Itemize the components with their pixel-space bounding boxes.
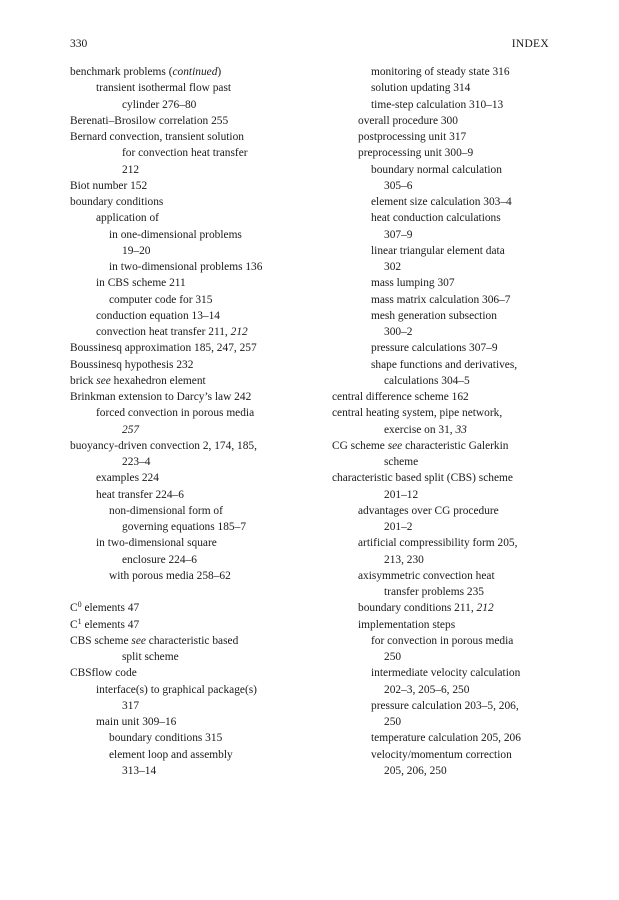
index-subentry [70,80,310,96]
entry-text: in CBS scheme 211 [96,277,186,290]
index-subentry [70,682,310,698]
italic-text: 33 [455,423,467,436]
entry-text: for convection in porous media [371,634,514,647]
entry-text: 250 [384,651,402,663]
entry-text: ) [217,66,222,78]
entry-text: 19–20 [122,244,151,257]
entry-text: examples 224 [96,472,159,485]
entry-text: exercise on 31, [384,423,456,436]
entry-text: axisymmetric convection heat [358,569,495,582]
entry-text: 201–12 [384,488,419,501]
entry-text: velocity/momentum correction [371,748,512,761]
index-entry [70,633,310,649]
entry-text: 250 [384,716,402,728]
entry-text: Brinkman extension to Darcy’s law 242 [70,391,252,403]
entry-text: C [70,618,78,631]
index-subentry [332,552,562,568]
index-subentry [332,617,562,633]
page-number: 330 [70,38,88,50]
index-subentry [332,730,562,746]
index-subentry [332,292,562,308]
index-subentry [332,714,562,730]
index-subentry [332,129,562,145]
index-subentry [332,243,562,259]
index-subentry [332,64,562,80]
italic-text: see [387,439,403,452]
entry-text: 202–3, 205–6, 250 [384,683,470,696]
italic-text: 257 [122,423,140,436]
index-subentry [70,470,310,486]
entry-text: Boussinesq approximation 185, 247, 257 [70,342,257,355]
entry-text: buoyancy-driven convection 2, 174, 185, [70,439,257,452]
entry-text: time-step calculation 310–13 [371,98,504,111]
index-entry [70,194,310,210]
index-entry [332,405,562,421]
index-subentry [332,682,562,698]
italic-text: continued [172,66,218,78]
index-subentry [332,324,562,340]
entry-text: temperature calculation 205, 206 [371,732,521,745]
index-subentry [332,568,562,584]
index-column-right [332,64,562,779]
index-column-left [70,64,310,779]
index-subentry [332,747,562,763]
index-subentry [332,97,562,113]
entry-text: in one-dimensional problems [109,228,242,241]
index-subentry [332,649,562,665]
index-subentry [70,145,310,161]
entry-text: boundary normal calculation [371,163,502,176]
index-subentry [332,422,562,438]
index-entry [70,64,310,80]
entry-text: enclosure 224–6 [122,553,197,566]
entry-text: in two-dimensional square [96,537,217,550]
entry-text: 313–14 [122,764,157,777]
index-subentry [70,698,310,714]
entry-text: Berenati–Brosilow correlation 255 [70,114,229,127]
entry-text: boundary conditions 315 [109,732,223,745]
index-subentry [332,308,562,324]
entry-text: shape functions and derivatives, [371,358,518,371]
index-subentry [332,487,562,503]
index-subentry [70,259,310,275]
index-subentry [332,373,562,389]
entry-text: postprocessing unit 317 [358,131,467,143]
entry-text: Biot number 152 [70,179,148,192]
entry-text: 302 [384,261,402,273]
entry-text: characteristic based split (CBS) scheme [332,472,513,485]
entry-text: pressure calculations 307–9 [371,342,498,355]
entry-text: 205, 206, 250 [384,764,447,777]
index-subentry [332,698,562,714]
index-entry [332,470,562,486]
index-subentry [332,275,562,291]
index-subentry [332,763,562,779]
index-subentry [332,194,562,210]
entry-text: for convection heat transfer [122,147,248,160]
index-subentry [332,584,562,600]
entry-text: 307–9 [384,228,413,241]
index-entry [70,129,310,145]
entry-text: linear triangular element data [371,244,505,257]
index-entry [70,373,310,389]
index-subentry [70,454,310,470]
index-subentry [332,259,562,275]
index-subentry [332,665,562,681]
index-subentry [332,340,562,356]
page-header [70,38,549,54]
index-entry [332,438,562,454]
entry-text: 201–2 [384,521,413,533]
entry-text: elements 47 [81,602,140,615]
entry-text: pressure calculation 203–5, 206, [371,699,519,712]
index-entry [70,389,310,405]
entry-text: scheme [384,456,419,468]
index-entry [70,665,310,681]
index-subentry [70,552,310,568]
superscript: 1 [77,616,82,626]
entry-text: 212 [122,163,140,176]
entry-text: with porous media 258–62 [109,569,231,582]
entry-text: calculations 304–5 [384,374,470,387]
index-entry [70,438,310,454]
index-entry [70,617,310,633]
index-subentry [332,80,562,96]
entry-text: benchmark problems ( [70,66,173,78]
index-subentry [332,503,562,519]
entry-text: characteristic Galerkin [402,439,509,452]
index-entry [70,178,310,194]
entry-text: 317 [122,699,140,712]
entry-text: intermediate velocity calculation [371,667,521,680]
entry-text: Bernard convection, transient solution [70,131,244,143]
index-subentry [332,454,562,470]
index-subentry [332,535,562,551]
entry-text: element size calculation 303–4 [371,196,512,208]
entry-text: boundary conditions 211, [358,602,477,615]
entry-text: solution updating 314 [371,82,471,95]
entry-text: forced convection in porous media [96,407,255,420]
entry-text: element loop and assembly [109,748,233,761]
entry-text: transient isothermal flow past [96,82,232,95]
entry-text: computer code for 315 [109,293,213,306]
index-subentry [332,357,562,373]
index-subentry [70,747,310,763]
index-subentry [70,162,310,178]
entry-text: interface(s) to graphical package(s) [96,683,257,696]
index-subentry [70,763,310,779]
italic-text: 212 [230,326,248,338]
entry-text: C [70,602,78,615]
index-subentry [332,227,562,243]
entry-text: CBSflow code [70,667,137,680]
entry-text: 213, 230 [384,553,424,566]
index-subentry [70,730,310,746]
entry-text: conduction equation 13–14 [96,309,221,322]
italic-text: see [131,634,146,647]
index-subentry [70,714,310,730]
entry-text: convection heat transfer 211, [96,326,231,338]
entry-text: CG scheme [332,439,388,452]
entry-text: heat conduction calculations [371,212,501,225]
index-subentry [70,568,310,584]
entry-text: overall procedure 300 [358,114,458,127]
running-title: INDEX [511,38,549,50]
index-subentry [332,113,562,129]
index-entry [70,357,310,373]
index-subentry [70,519,310,535]
entry-text: preprocessing unit 300–9 [358,147,474,160]
entry-text: implementation steps [358,618,456,631]
index-subentry [70,649,310,665]
entry-text: mass lumping 307 [371,277,455,290]
index-subentry [332,519,562,535]
index-subentry [70,227,310,243]
entry-text: 300–2 [384,326,413,338]
index-subentry [70,535,310,551]
entry-text: CBS scheme [70,634,132,647]
entry-text: characteristic based [145,634,239,647]
index-subentry [332,210,562,226]
index-subentry [70,324,310,340]
entry-text: mass matrix calculation 306–7 [371,293,511,306]
index-subentry [70,97,310,113]
index-entry [70,340,310,356]
entry-text: brick [70,374,97,387]
index-subentry [332,145,562,161]
index-subentry [70,243,310,259]
entry-text: elements 47 [81,618,140,631]
entry-text: 223–4 [122,456,151,468]
index-subentry [70,292,310,308]
superscript: 0 [77,600,82,610]
index-entry [332,389,562,405]
index-subentry [70,308,310,324]
entry-text: central heating system, pipe network, [332,407,503,420]
italic-text: 212 [476,602,494,615]
entry-text: main unit 309–16 [96,716,177,728]
entry-text: 305–6 [384,179,413,192]
entry-text: artificial compressibility form 205, [358,537,518,550]
entry-text: split scheme [122,651,179,663]
entry-text: central difference scheme 162 [332,391,469,403]
entry-text: hexahedron element [110,374,206,387]
index-subentry [70,210,310,226]
entry-text: application of [96,212,159,225]
index-entry [70,113,310,129]
entry-text: transfer problems 235 [384,586,484,598]
entry-text: mesh generation subsection [371,309,497,322]
entry-text: in two-dimensional problems 136 [109,261,263,273]
entry-text: heat transfer 224–6 [96,488,184,501]
italic-text: see [96,374,111,387]
index-subentry [332,633,562,649]
blank-line [70,584,310,600]
index-subentry [70,503,310,519]
entry-text: governing equations 185–7 [122,521,247,533]
index-subentry [332,600,562,616]
index-subentry [70,422,310,438]
entry-text: boundary conditions [70,196,164,208]
index-subentry [70,487,310,503]
index-subentry [332,178,562,194]
entry-text: cylinder 276–80 [122,98,197,111]
entry-text: monitoring of steady state 316 [371,66,510,78]
index-subentry [332,162,562,178]
entry-text: non-dimensional form of [109,504,223,517]
entry-text: advantages over CG procedure [358,504,499,517]
index-subentry [70,275,310,291]
entry-text: Boussinesq hypothesis 232 [70,358,194,371]
index-subentry [70,405,310,421]
index-entry [70,600,310,616]
